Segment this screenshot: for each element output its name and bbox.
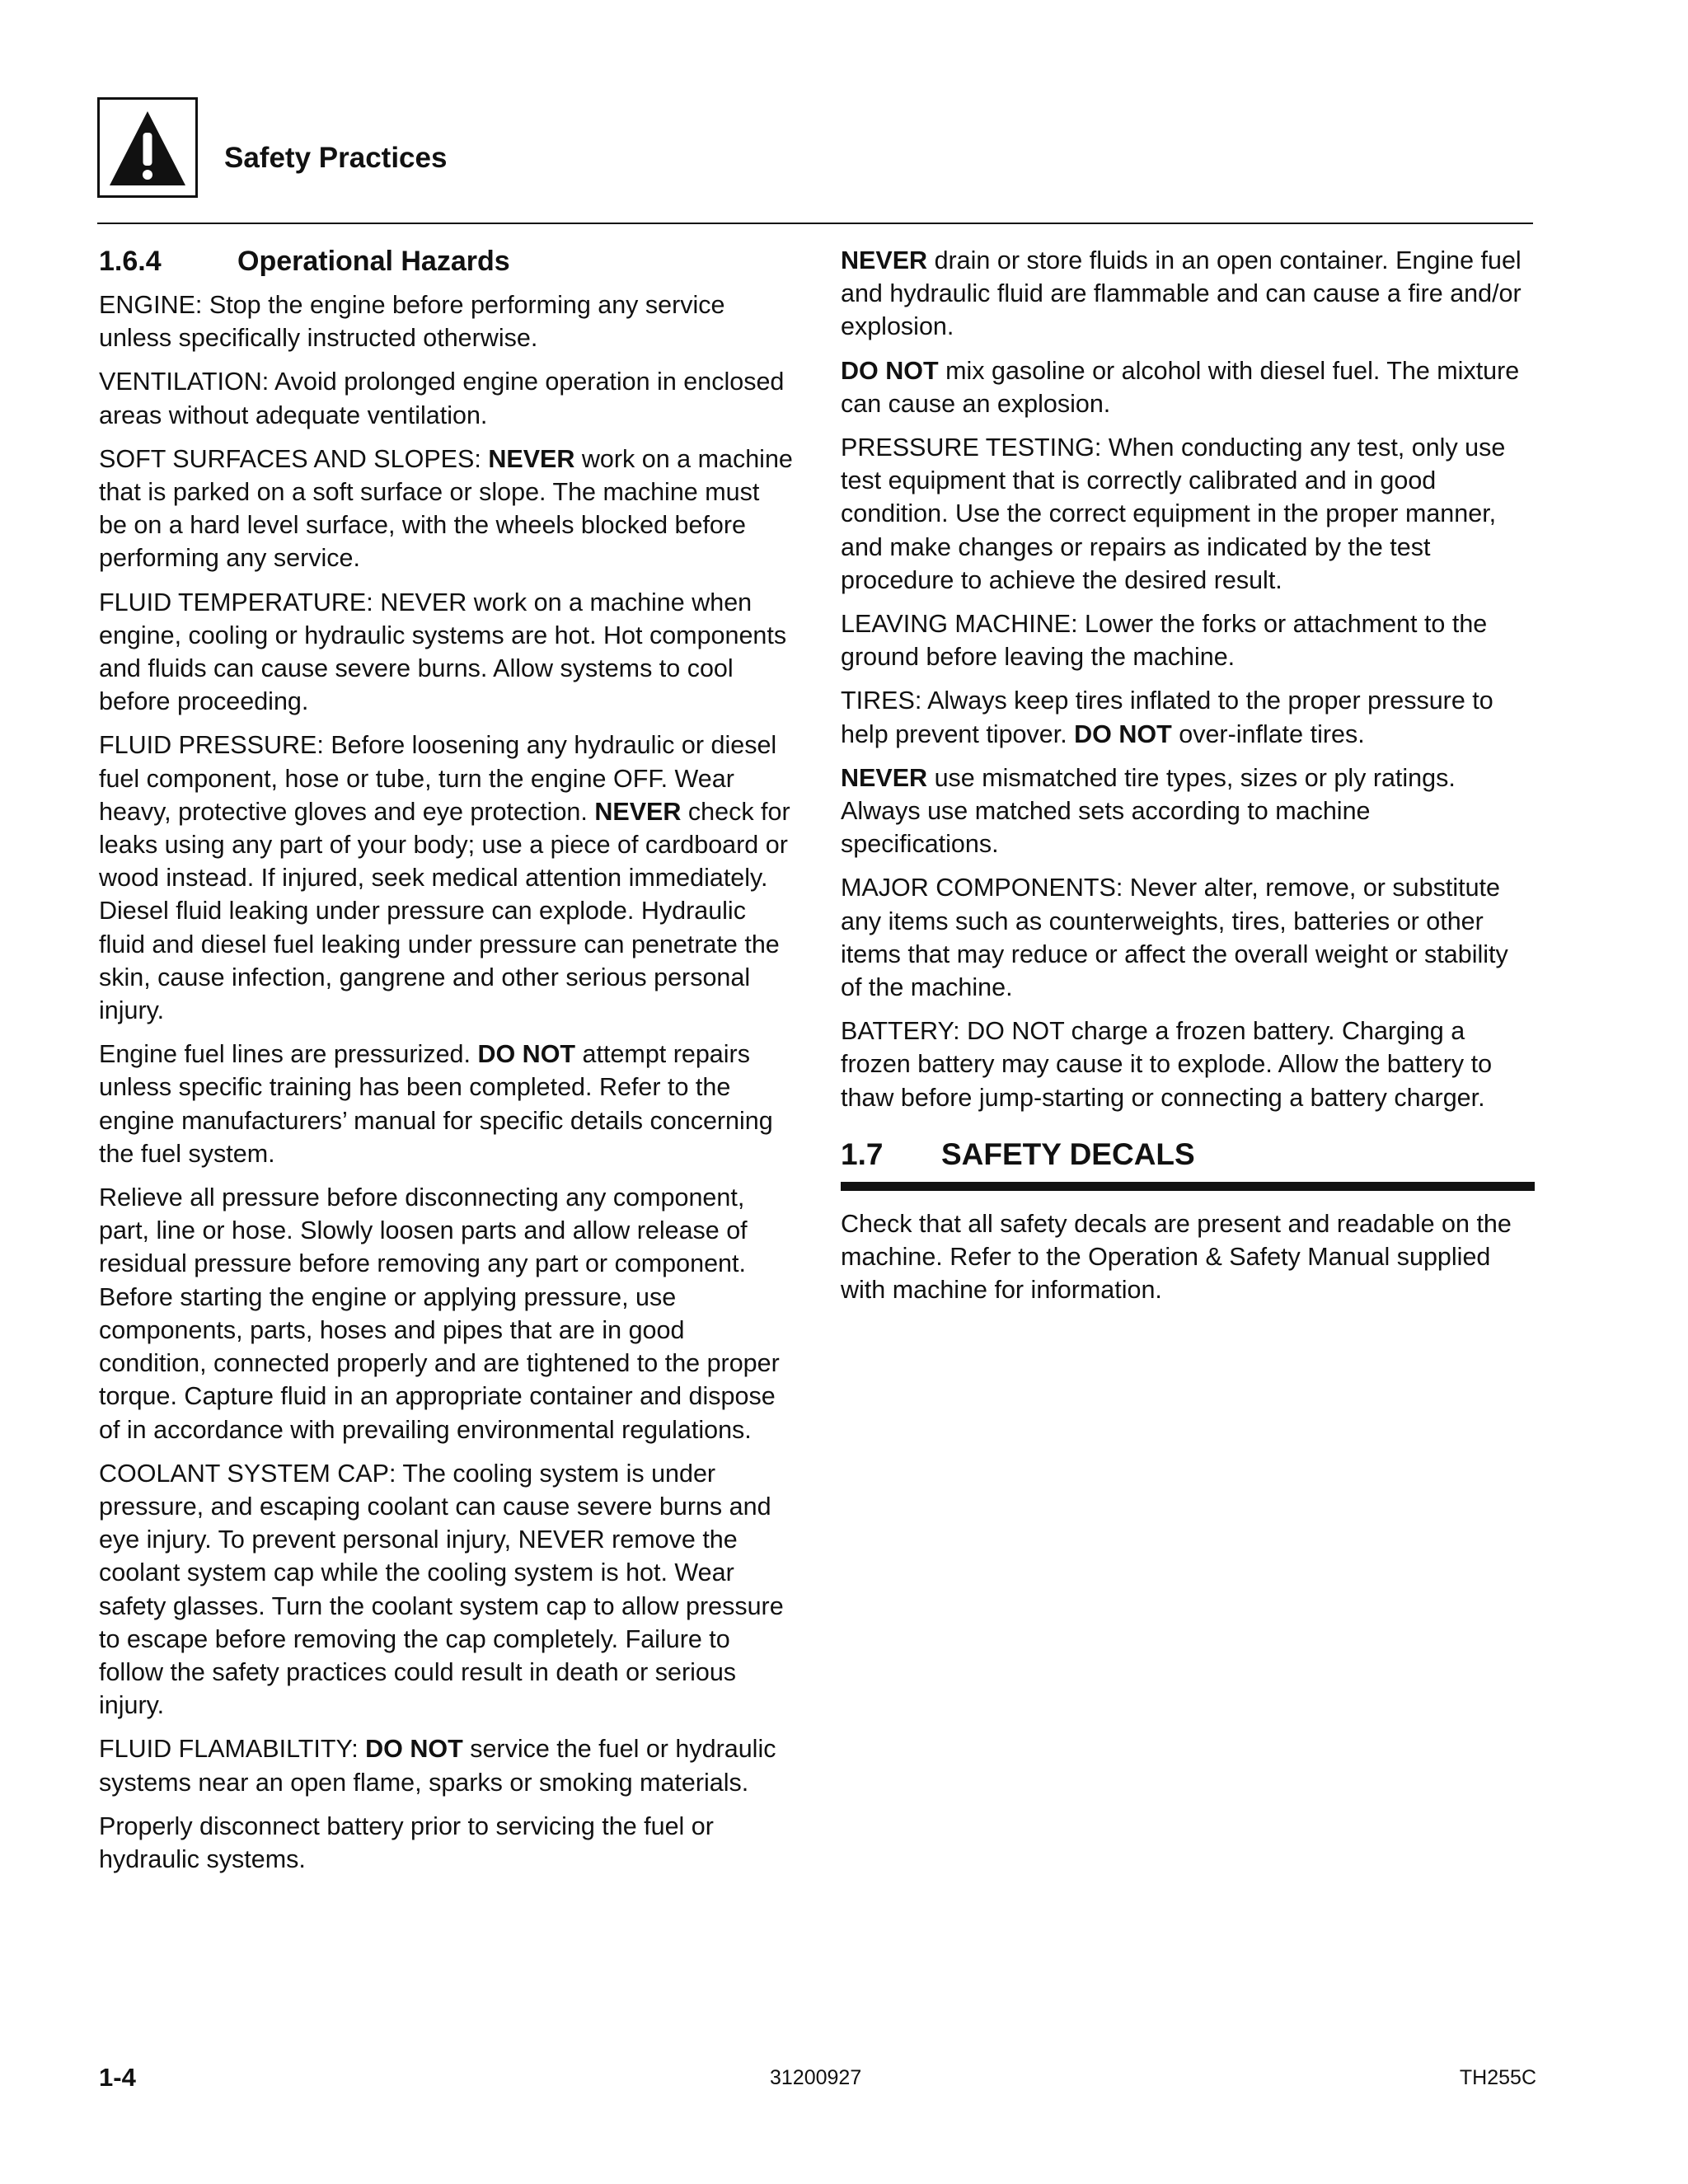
subsection-heading-operational-hazards — [99, 244, 793, 279]
paragraph-soft-surfaces: SOFT SURFACES AND SLOPES: NEVER work on a machine that is parked on a soft surface or slope. The machine must be on a hard level surface, with the wheels blocked before performing any service. — [99, 444, 793, 573]
section-title: SAFETY DECALS — [941, 1137, 1195, 1171]
subsection-number: 1.6.4 — [99, 246, 162, 277]
paragraph-fluid-temperature: FLUID TEMPERATURE: NEVER work on a machine when engine, cooling or hydraulic systems are hot. Hot components and fluids can cause severe burns. Allow systems to cool before proceeding. — [99, 588, 787, 716]
paragraph-major-components: MAJOR COMPONENTS: Never alter, remove, or substitute any items such as counterweights, tires, batteries or other items that may reduce or affect the overall weight or stability of the machine. — [841, 874, 1508, 1002]
section-number: 1.7 — [841, 1137, 884, 1171]
paragraph-safety-decals: Check that all safety decals are present and readable on the machine. Refer to the Operation & Safety Manual supplied with machine for information. — [841, 1209, 1512, 1305]
paragraph-engine: ENGINE: Stop the engine before performing any service unless specifically instructed otherwise. — [99, 291, 725, 353]
paragraph-open-container: NEVER drain or store fluids in an open container. Engine fuel and hydraulic fluid are flammable and can cause a fire and/or explosion. — [841, 246, 1522, 341]
paragraph-battery: BATTERY: DO NOT charge a frozen battery. Charging a frozen battery may cause it to explode. Allow the battery to thaw before jump-starting or connecting a battery charger. — [841, 1017, 1493, 1112]
warning-triangle-icon — [106, 108, 189, 190]
paragraph-relieve-pressure: Relieve all pressure before disconnecting any component, part, line or hose. Slowly loosen parts and allow release of residual pressure before removing any part or component. Before starting the engine or applying pressure, use components, parts, hoses and pipes that are in good condition, connected properly and are tightened to the proper torque. Capture fluid in an appropriate container and dispose of in accordance with prevailing environmental regulations. — [99, 1183, 780, 1444]
page-header-title: Safety Practices — [224, 142, 448, 174]
paragraph-leaving-machine: LEAVING MACHINE: Lower the forks or attachment to the ground before leaving the machine. — [841, 610, 1488, 672]
warning-icon-box — [97, 97, 198, 198]
left-column — [99, 244, 793, 1886]
paragraph-pressure-testing: PRESSURE TESTING: When conducting any test, only use test equipment that is correctly calibrated and in good condition. Use the correct equipment in the proper manner, and make changes or repairs as indicated by the test procedure to achieve the desired result. — [841, 434, 1506, 594]
paragraph-disconnect-battery: Properly disconnect battery prior to servicing the fuel or hydraulic systems. — [99, 1811, 714, 1873]
footer-model: TH255C — [1459, 2066, 1536, 2089]
footer-page-number: 1-4 — [99, 2063, 136, 2092]
subsection-title: Operational Hazards — [237, 246, 510, 277]
paragraph-fluid-flammability: FLUID FLAMABILTITY: DO NOT service the fuel or hydraulic systems near an open flame, sparks or smoking materials. — [99, 1735, 776, 1797]
paragraph-gasoline-mix: DO NOT mix gasoline or alcohol with diesel fuel. The mixture can cause an explosion. — [841, 356, 1520, 418]
paragraph-mismatched-tires: NEVER use mismatched tire types, sizes or ply ratings. Always use matched sets according to machine specifications. — [841, 763, 1456, 859]
right-column — [841, 244, 1535, 1317]
paragraph-fluid-pressure: FLUID PRESSURE: Before loosening any hydraulic or diesel fuel component, hose or tube, turn the engine OFF. Wear heavy, protective gloves and eye protection. NEVER check for leaks using any part of your body; use a piece of cardboard or wood instead. If injured, seek medical attention immediately. Diesel fluid leaking under pressure can explode. Hydraulic fluid and diesel fuel leaking under pressure can penetrate the skin, cause infection, gangrene and other serious personal injury. — [99, 731, 790, 1025]
paragraph-tires: TIRES: Always keep tires inflated to the proper pressure to help prevent tipover. DO NOT over-inflate tires. — [841, 687, 1493, 748]
header-divider — [97, 223, 1533, 224]
paragraph-ventilation: VENTILATION: Avoid prolonged engine operation in enclosed areas without adequate ventilation. — [99, 368, 785, 429]
paragraph-coolant-cap: COOLANT SYSTEM CAP: The cooling system is under pressure, and escaping coolant can cause severe burns and eye injury. To prevent personal injury, NEVER remove the coolant system cap while the cooling system is hot. Wear safety glasses. Turn the coolant system cap to allow pressure to escape before removing the cap completely. Failure to follow the safety practices could result in death or serious injury. — [99, 1459, 784, 1720]
footer-document-number: 31200927 — [770, 2066, 862, 2089]
section-heading-safety-decals — [841, 1136, 1535, 1191]
paragraph-fuel-lines: Engine fuel lines are pressurized. DO NOT attempt repairs unless specific training has been completed. Refer to the engine manufacturers’ manual for specific details concerning the fuel system. — [99, 1040, 773, 1168]
